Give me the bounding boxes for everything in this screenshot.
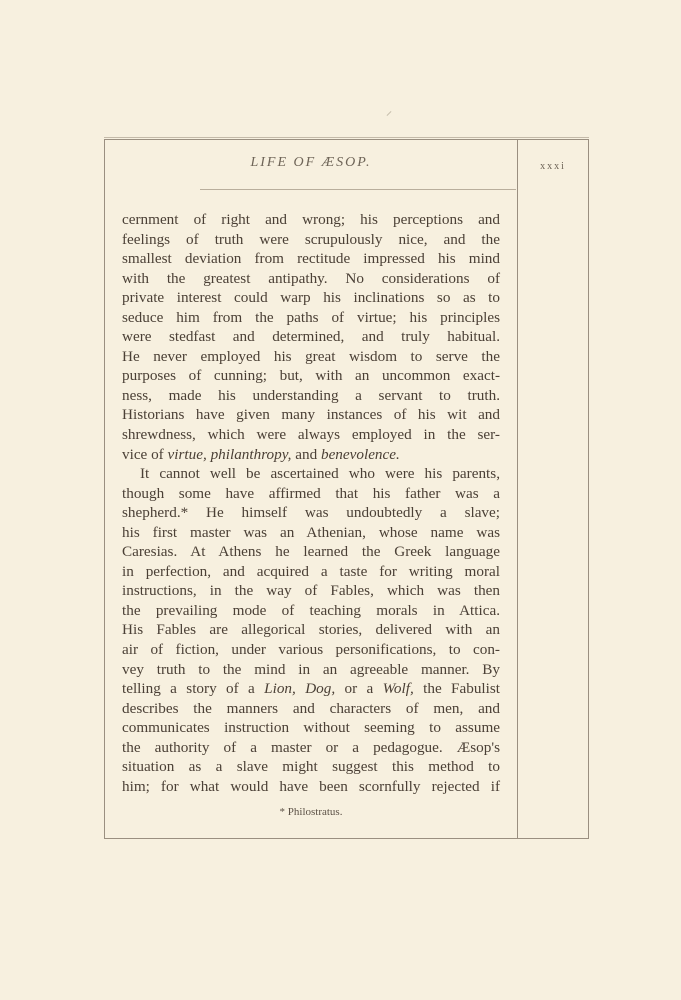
text-segment: vice of <box>122 445 168 463</box>
text-line: cernment of right and wrong; his perceptions and <box>122 211 500 228</box>
text-segment: the Fabulist <box>413 680 501 698</box>
text-line: smallest deviation from rectitude impressed his mind <box>122 250 500 268</box>
text-line: shrewdness, which were always employed in the ser- <box>122 426 500 444</box>
text-segment: or a <box>335 680 383 698</box>
printer-mark <box>387 111 392 116</box>
text-line: him; for what would have been scornfully rejected if <box>122 777 500 795</box>
text-line: His Fables are allegorical stories, delivered with an <box>122 621 500 639</box>
text-line-paragraph-end <box>122 445 500 465</box>
italic-segment: Wolf, <box>382 680 414 698</box>
frame-shadow-line <box>104 137 589 138</box>
text-line: ness, made his understanding a servant to truth. <box>122 386 500 404</box>
text-line: situation as a slave might suggest this method to <box>122 758 500 776</box>
text-line <box>122 679 500 699</box>
text-line: the prevailing mode of teaching morals in Attica. <box>122 601 500 619</box>
text-line: Historians have given many instances of his wit and <box>122 406 500 424</box>
text-line: Caresias. At Athens he learned the Greek language <box>122 543 500 561</box>
text-line: He never employed his great wisdom to serve the <box>122 347 500 365</box>
text-line: in perfection, and acquired a taste for writing moral <box>122 562 500 580</box>
footnote: * Philostratus. <box>279 806 343 818</box>
text-line: purposes of cunning; but, with an uncommon exact- <box>122 367 500 385</box>
text-line: communicates instruction without seeming to assume <box>122 719 500 737</box>
text-line: the authority of a master or a pedagogue. Æsop's <box>122 738 500 756</box>
text-line: private interest could warp his inclinations so as to <box>122 289 500 307</box>
text-line: feelings of truth were scrupulously nice, and the <box>122 230 500 248</box>
text-line: his first master was an Athenian, whose name was <box>122 523 500 541</box>
frame-right-rule <box>588 139 589 839</box>
text-line: were stedfast and determined, and truly habitual. <box>122 328 500 346</box>
page-number: xxxi <box>540 161 566 172</box>
text-line: describes the manners and characters of men, and <box>122 699 500 717</box>
running-head: LIFE OF ÆSOP. <box>250 155 372 170</box>
frame-margin-rule <box>517 139 518 839</box>
text-line-paragraph-start: It cannot well be ascertained who were his parents, <box>140 465 500 483</box>
italic-segment: Lion, Dog, <box>264 680 336 698</box>
text-line: air of fiction, under various personifications, to con- <box>122 641 500 659</box>
frame-left-rule <box>104 139 105 839</box>
italic-segment: benevolence. <box>320 445 400 463</box>
italic-segment: virtue, philanthropy, <box>167 445 292 463</box>
text-line: seduce him from the paths of virtue; his principles <box>122 308 500 326</box>
text-line: with the greatest antipathy. No considerations of <box>122 269 500 287</box>
header-underline <box>200 189 516 190</box>
text-line: shepherd.* He himself was undoubtedly a slave; <box>122 504 500 522</box>
body-text <box>122 210 500 796</box>
text-line: vey truth to the mind in an agreeable manner. By <box>122 660 500 678</box>
text-segment: telling a story of a <box>122 680 265 698</box>
text-segment: and <box>291 445 321 463</box>
text-line: instructions, in the way of Fables, which was then <box>122 582 500 600</box>
text-line: though some have affirmed that his father was a <box>122 484 500 502</box>
